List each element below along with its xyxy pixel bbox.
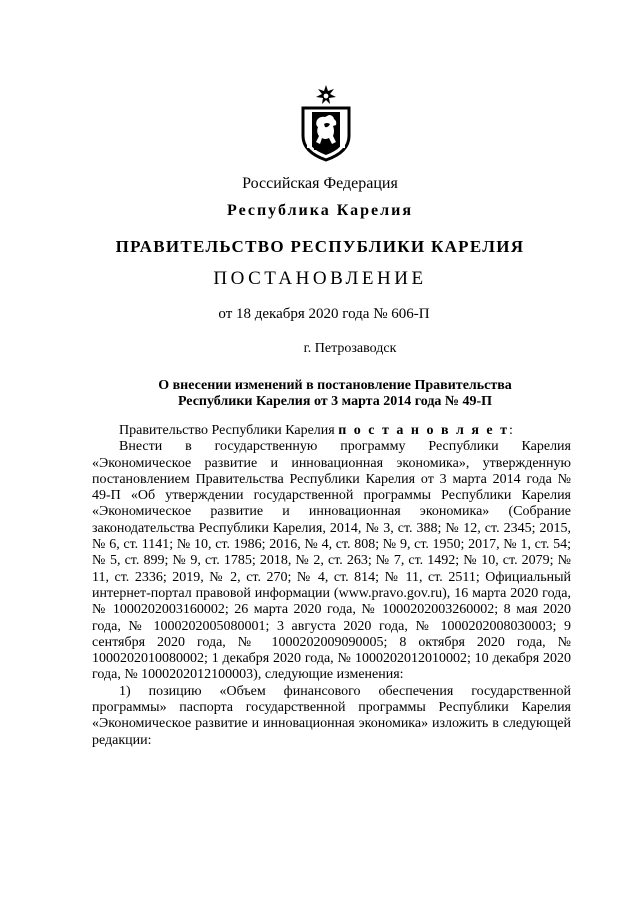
republic-name: Республика Карелия [227, 202, 413, 219]
document-body [92, 423, 571, 749]
intro-lead: Правительство Республики Карелия [119, 423, 339, 438]
government-title: ПРАВИТЕЛЬСТВО РЕСПУБЛИКИ КАРЕЛИЯ [115, 237, 525, 256]
intro-tail: : [509, 423, 513, 438]
subject-line-2: Республики Карелия от 3 марта 2014 года № 49-П [177, 394, 493, 409]
intro-verb: п о с т а н о в л я е т [338, 423, 510, 438]
document-dateline: от 18 декабря 2020 года № 606-П [218, 306, 430, 322]
coat-of-arms-emblem [298, 84, 354, 162]
country-name: Российская Федерация [242, 175, 398, 192]
subject-line-1: О внесении изменений в постановление Правительства [158, 378, 512, 393]
item-1-paragraph: 1) позицию «Объем финансового обеспечения государственной программы» паспорта государственной программы Республики Карелия «Экономическое развитие и инновационная экономика» изложить в следующей редакции: [92, 683, 571, 748]
document-city: г. Петрозаводск [303, 341, 397, 356]
document-type: ПОСТАНОВЛЕНИЕ [213, 268, 427, 289]
main-paragraph: Внести в государственную программу Республики Карелия «Экономическое развитие и инновационная экономика», утвержденную постановлением Правительства Республики Карелия от 3 марта 2014 года № 49-П «Об утверждении государственной программы Республики Карелия «Экономическое развитие и инновационная экономика» (Собрание законодательства Республики Карелия, 2014, № 3, ст. 388; № 12, ст. 2345; 2015, № 6, ст. 1141; № 10, ст. 1986; 2016, № 4, ст. 808; № 9, ст. 1950; 2017, № 1, ст. 54; № 5, ст. 899; № 9, ст. 1785; 2018, № 2, ст. 263; № 7, ст. 1492; № 10, ст. 2079; № 11, ст. 2336; 2019, № 2, ст. 270; № 4, ст. 814; № 11, ст. 2511; Официальный интернет-портал правовой информации (www.pravo.gov.ru), 16 марта 2020 года, № 1000202003160002; 26 марта 2020 года, № 1000202003260002; 8 мая 2020 года, № 1000202005080001; 3 августа 2020 года, № 1000202008030003; 9 сентября 2020 года, № 1000202009090005; 8 октября 2020 года, № 1000202010080002; 1 декабря 2020 года, № 1000202012010002; 10 декабря 2020 года, № 1000202012100003), следующие изменения: [92, 439, 571, 683]
document-subject [90, 378, 580, 410]
intro-paragraph [92, 423, 571, 439]
star-icon [316, 85, 336, 104]
